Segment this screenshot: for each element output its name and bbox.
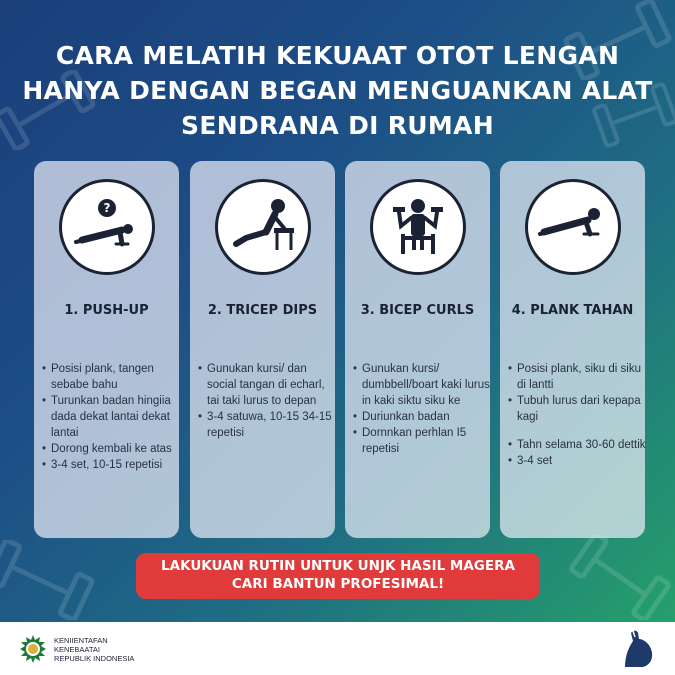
list-item: • Gunukan kursi/ dumbbell/boart kaki lurus in kaki siktu siku ke xyxy=(353,361,491,409)
exercise-card-push-up xyxy=(34,161,179,538)
list-item: • Gunukan kursi/ dan social tangan di echarl, tai taki lurus to depan xyxy=(198,361,336,409)
list-item: • Tahn selama 30-60 dettik xyxy=(508,437,646,453)
banner-line-1: LAKUKUAN RUTIN UNTUK UNJK HASIL MAGERA xyxy=(161,558,515,574)
card-bullets xyxy=(353,361,491,457)
card-bullets xyxy=(508,361,646,469)
list-item: • 3-4 set, 10-15 repetisi xyxy=(42,457,180,473)
list-item: • Dorong kembali ke atas xyxy=(42,441,180,457)
card-bullets xyxy=(42,361,180,473)
svg-text:?: ? xyxy=(103,201,111,215)
exercise-card-plank xyxy=(500,161,645,538)
title-line-1: CARA MELATIH KEKUAAT OTOT LENGAN xyxy=(55,41,620,70)
card-heading: 2. TRICEP DIPS xyxy=(207,303,318,318)
push-up-icon xyxy=(59,179,155,275)
tricep-dips-icon xyxy=(215,179,311,275)
card-heading: 1. PUSH-UP xyxy=(64,303,149,318)
list-item: • 3-4 satuwa, 10-15 34-15 repetisi xyxy=(198,409,336,441)
title-line-3: SENDRANA DI RUMAH xyxy=(181,111,494,140)
list-item: • Duriunkan badan xyxy=(353,409,491,425)
page-title xyxy=(20,38,655,143)
dumbbell-decoration-icon xyxy=(0,540,100,620)
list-item: • Posisi plank, tangen sebabe bahu xyxy=(42,361,180,393)
card-heading: 3. BICEP CURLS xyxy=(360,303,475,318)
card-heading: 4. PLANK TAHAN xyxy=(511,303,634,318)
exercise-card-tricep-dips xyxy=(190,161,335,538)
list-item: • Dornnkan perhlan I5 repetisi xyxy=(353,425,491,457)
dumbbell-decoration-icon xyxy=(565,535,675,620)
card-bullets xyxy=(198,361,336,441)
ministry-line-2: KENEBAATAI xyxy=(54,645,100,654)
exercise-card-bicep-curls xyxy=(345,161,490,538)
banner-line-2: CARI BANTUN PROFESIMAL! xyxy=(231,576,445,592)
list-item: • Posisi plank, siku di siku di lantti xyxy=(508,361,646,393)
flexed-arm-icon xyxy=(621,627,657,669)
ministry-name xyxy=(54,636,134,663)
bicep-curls-icon xyxy=(370,179,466,275)
ministry-line-1: KENIIENTAFAN xyxy=(54,636,108,645)
plank-icon xyxy=(525,179,621,275)
list-item: • Turunkan badan hingiia dada dekat lantai dekat lantai xyxy=(42,393,180,441)
call-to-action-banner xyxy=(136,553,540,599)
list-item: • Tubuh lurus dari kepapa kagi xyxy=(508,393,646,425)
list-item: • 3-4 set xyxy=(508,453,646,469)
ministry-line-3: REPUBLIK INDONESIA xyxy=(54,654,135,663)
ministry-logo-icon xyxy=(18,634,48,664)
footer xyxy=(0,622,675,675)
title-line-2: HANYA DENGAN BEGAN MENGUANKAN ALAT xyxy=(22,76,653,105)
